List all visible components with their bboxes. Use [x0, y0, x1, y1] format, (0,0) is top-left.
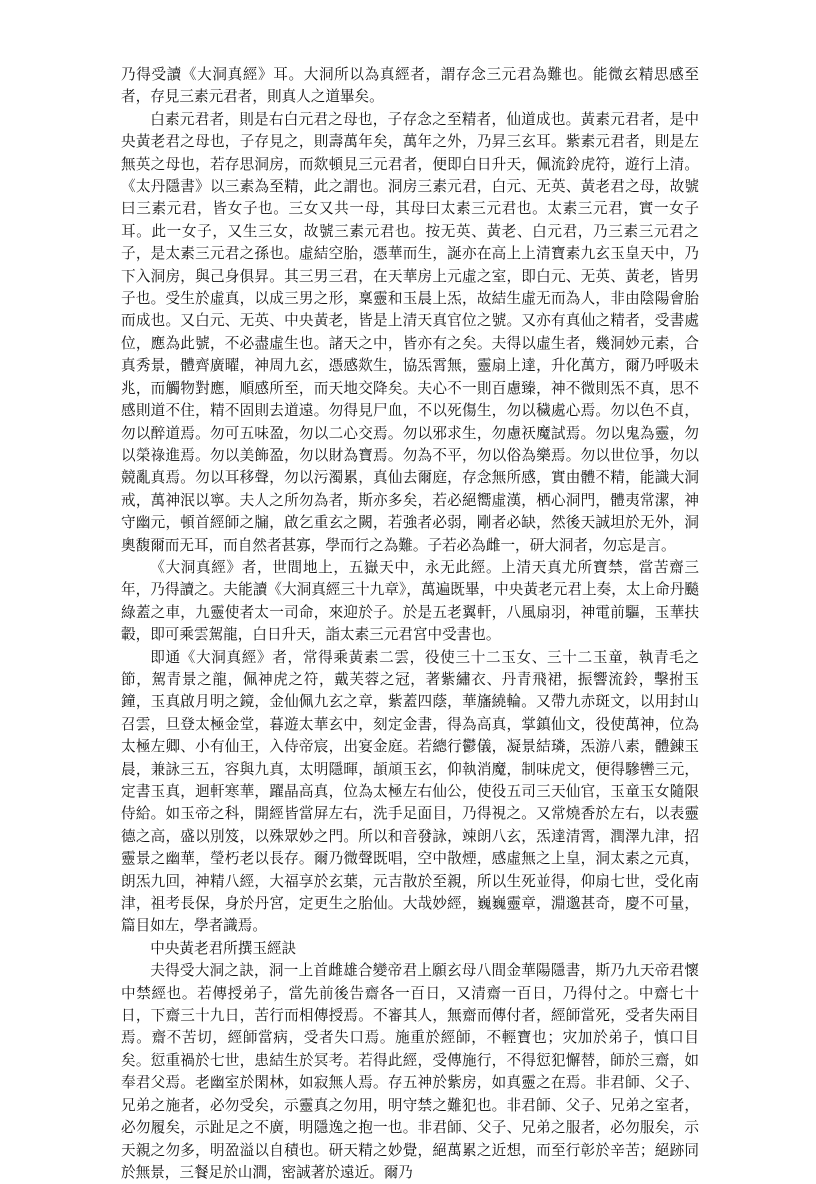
paragraph-5: 夫得受大洞之訣，洞一上首雌雄合變帝君上願玄母八間金華陽隱書，斯乃九天帝君懷中禁經也。若傳授弟子，當先前後告齋各一百日，又清齋一百日，乃得付之。中齋七十日，下齋三十九日，苦行而相傳授焉。不審其人，無齋而傳付者，經師當死，受者失兩目焉。齋不苦切，經師當病，受者失口焉。施重於經師，不輕寶也；灾加於弟子，慎口目矣。愆重禍於七世，患結生於冥考。若得此經，受傳施行，不得愆犯懈替，師於三齋，如奉君父焉。老幽室於閑林，如寂無人焉。存五神於紫房，如真靈之在焉。非君師、父子、兄弟之施者，必勿受矣，示靈真之勿用，明守禁之難犯也。非君師、父子、兄弟之室者，必勿履矣，示趾足之不廣，明隱逸之抱一也。非君師、父子、兄弟之服者，必勿服矣，示天親之勿多，明盈溢以自積也。研天精之妙覺，絕萬累之近想，而至行彰於辛苦；絕跡同於無景，三餐足於山澗，密誠著於遠近。爾乃	[121, 962, 699, 1181]
paragraph-2: 白素元君者，則是右白元君之母也，子存念之至精者，仙道成也。黃素元君者，是中央黃老君之母也，子存見之，則壽萬年矣，萬年之外，乃昇三玄耳。紫素元君者，則是左無英之母也，若存思洞房，而欻頓見三元君者，便即白日升天，佩流鈴虎符，遊行上清。《太丹隱書》以三素為至精，此之謂也。洞房三素元君，白元、无英、黃老君之母，故號曰三素元君，皆女子也。三女又共一母，其母曰太素三元君也。太素三元君，實一女子耳。此一女子，又生三女，故號三素元君也。按无英、黃老、白元君，乃三素三元君之子，是太素三元君之孫也。虛結空胎，憑華而生，誕亦在高上上清寶素九玄玉皇天中，乃下入洞房，與己身俱昇。其三男三君，在天華房上元虛之室，即白元、无英、黃老，皆男子也。受生於虛真，以成三男之形，稟靈和玉晨上炁，故結生虛无而為人，非由陰陽會胎而成也。又白元、无英、中央黃老，皆是上清天真官位之號。又亦有真仙之精者，受書處位，應為此號，不必盡虛生也。諸天之中，皆亦有之矣。夫得以虛生者，幾洞妙元素，合真秀景，體齊廣曜，神周九玄，憑感欻生，協炁霄無，靈扇上達，升化萬方，爾乃呼吸未兆，而觸物對應，順感所至，而天地交降矣。夫心不一則百慮臻，神不微則炁不真，思不感則道不住，精不固則去道遠。勿得見尸血，不以死傷生，勿以穢處心焉。勿以色不貞，勿以醉道焉。勿可五味盈，勿以二心交焉。勿以邪求生，勿慮祆魔試焉。勿以鬼為靈，勿以榮祿進焉。勿以美飾盈，勿以財為寶焉。勿為不平，勿以俗為樂焉。勿以世位爭，勿以競亂真焉。勿以耳移聲，勿以污濁累，真仙去爾庭，存念無所感，實由體不精，能識大洞戒，萬神泯以寧。夫人之所勿為者，斯亦多矣，若必絕嚮虛漢，栖心洞門，體夷常潔，神守幽元，頓首經師之牖，啟乞重玄之闕，若強者必弱，剛者必缺，然後天誠坦於无外，洞奧馥爾而无耳，而自然者甚寡，學而行之為難。子若必為雌一，研大洞者，勿忘是言。	[121, 110, 699, 554]
paragraph-4: 即通《大洞真經》者，常得乘黃素二雲，役使三十二玉女、三十二玉童，執青毛之節，駕青景之龍，佩神虎之符，戴芙蓉之冠，著紫繡衣、丹青飛裙，振響流鈴，擊拊玉鐘，玉真啟月明之鏡，金仙佩九玄之章，紫蓋四蔭，華旛繞輪。又帶九赤斑文，以用封山召雲，旦登太極金堂，暮遊太華玄中，刻定金書，得為高真，掌鎮仙文，役使萬神，位為太極左卿、小有仙王，入侍帝宸，出宴金庭。若總行鬱儀，凝景結璘，炁游八素，體錬玉晨，兼詠三五，容與九真，太明隱暉，頡頏玉玄，仰執消魔，制味虎文，便得驂轡三元，定書玉真，迴軒寒華，躍晶高真，位為太極左右仙公，使役五司三天仙官，玉童玉女隨限侍給。如玉帝之科，開經皆當屏左右，洗手足面目，乃得視之。又常燒香於左右，以表靈德之高，盛以別笈，以殊眾妙之門。所以和音發詠，竦朗八玄，炁達清霄，潤澤九津，招靈景之幽華，瑩朽老以長存。爾乃微聲既唱，空中散煙，感虛無之上皇，洞太素之元真，朗炁九回，神精八經，大福享於玄葉，元吉散於至親，所以生死並得，仰扇七世，受化南津，祖考長保，身於丹宮，定更生之胎仙。大哉妙經，巍巍靈章，淵邈甚奇，慶不可量，篇目如左，學者識焉。	[121, 648, 699, 935]
section-heading: 中央黃老君所撰玉經訣	[150, 939, 297, 957]
paragraph-1: 乃得受讀《大洞真經》耳。大洞所以為真經者，謂存念三元君為難也。能微玄精思感至者，存見三素元君者，則真人之道畢矣。	[121, 66, 699, 106]
paragraph-3: 《大洞真經》者，世間地上，五嶽天中，永无此經。上清天真尤所寶禁，當苦齋三年，乃得讀之。夫能讀《大洞真經三十九章》，萬遍既畢，中央黃老元君上奏，太上命丹飈綠蓋之車，九靈使者太一司命，來迎於子。於是五老翼軒，八風扇羽，神電前驅，玉華扶轂，即可乘雲駕龍，白日升天，詣太素三元君宮中受書也。	[121, 558, 699, 644]
body-text	[121, 64, 699, 1184]
